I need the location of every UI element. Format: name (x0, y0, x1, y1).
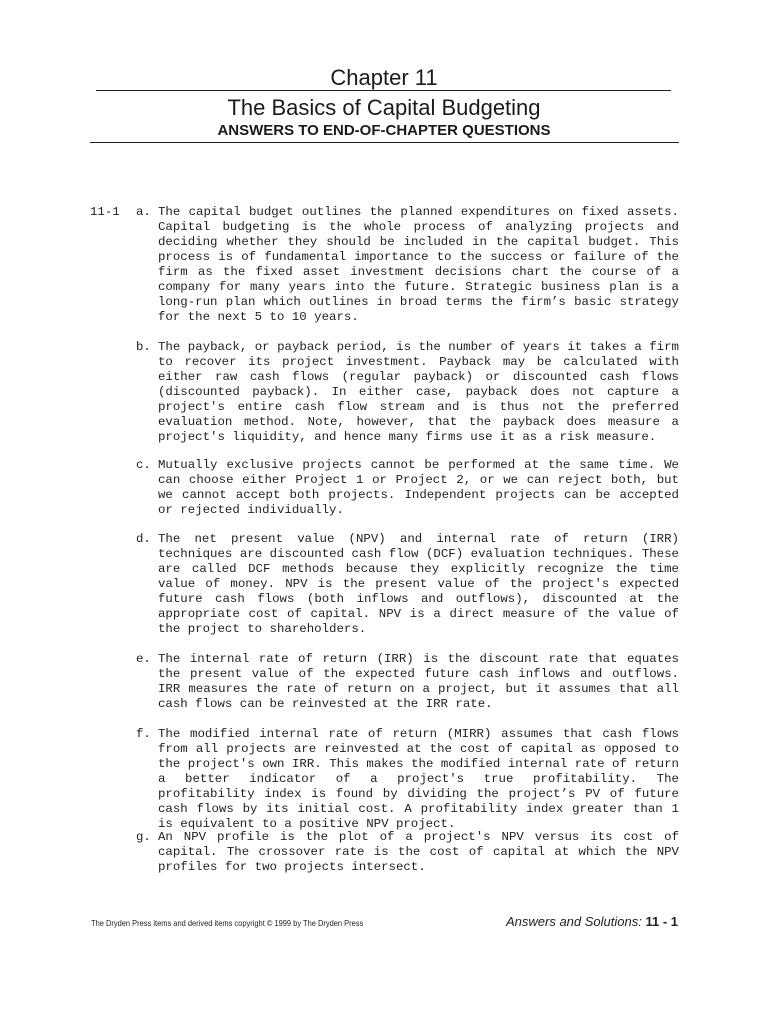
item-letter: f. (136, 727, 151, 741)
copyright-notice: The Dryden Press items and derived items copyright © 1999 by The Dryden Press (91, 918, 364, 928)
header-divider-bottom (90, 142, 679, 143)
page-footer (506, 914, 678, 929)
header-divider-top (96, 90, 671, 91)
page-number: 11 - 1 (645, 914, 678, 929)
question-number: 11-1 (90, 205, 120, 219)
item-letter: e. (136, 652, 151, 666)
item-letter: d. (136, 532, 151, 546)
item-letter: g. (136, 830, 151, 844)
item-text: An NPV profile is the plot of a project's NPV versus its cost of capital. The crossover rate is the cost of capital at which the NPV profiles for two projects intersect. (158, 830, 679, 874)
footer-section-label: Answers and Solutions: (505, 914, 642, 929)
item-text: The net present value (NPV) and internal rate of return (IRR) techniques are discounted cash flow (DCF) evaluation techniques. These are called DCF methods because they explicitly recognize the time value of money. NPV is the present value of the project's expected future cash flows (both inflows and outflows), discounted at the appropriate cost of capital. NPV is a direct measure of the value of the project to shareholders. (158, 532, 679, 636)
item-letter: a. (136, 205, 151, 219)
item-letter: c. (136, 458, 151, 472)
page-subtitle: ANSWERS TO END-OF-CHAPTER QUESTIONS (217, 122, 551, 139)
item-letter: b. (136, 340, 151, 354)
item-text: The capital budget outlines the planned expenditures on fixed assets. Capital budgeting is the whole process of analyzing projects and deciding whether they should be included in the capital budget. This process is of fundamental importance to the success or failure of the firm as the fixed asset investment decisions chart the course of a company for many years into the future. Strategic business plan is a long-run plan which outlines in broad terms the firm’s basic strategy for the next 5 to 10 years. (158, 205, 679, 324)
item-text: Mutually exclusive projects cannot be performed at the same time. We can choose either Project 1 or Project 2, or we can reject both, but we cannot accept both projects. Independent projects can be accepted or rejected individually. (158, 458, 679, 517)
item-text: The payback, or payback period, is the number of years it takes a firm to recover its project investment. Payback may be calculated with either raw cash flows (regular payback) or discounted cash flows (discounted payback). In either case, payback does not capture a project's entire cash flow stream and is thus not the preferred evaluation method. Note, however, that the payback does measure a project's liquidity, and hence many firms use it as a risk measure. (158, 340, 679, 444)
chapter-heading: Chapter 11 (330, 65, 438, 90)
page-title: The Basics of Capital Budgeting (227, 95, 541, 120)
item-text: The internal rate of return (IRR) is the discount rate that equates the present value of the expected future cash inflows and outflows. IRR measures the rate of return on a project, but it assumes that all cash flows can be reinvested at the IRR rate. (158, 652, 679, 711)
item-text: The modified internal rate of return (MIRR) assumes that cash flows from all projects are reinvested at the cost of capital as opposed to the project's own IRR. This makes the modified internal rate of return a better indicator of a project's true profitability. The profitability index is found by dividing the project’s PV of future cash flows by its initial cost. A profitability index greater than 1 is equivalent to a positive NPV project. (158, 727, 679, 831)
